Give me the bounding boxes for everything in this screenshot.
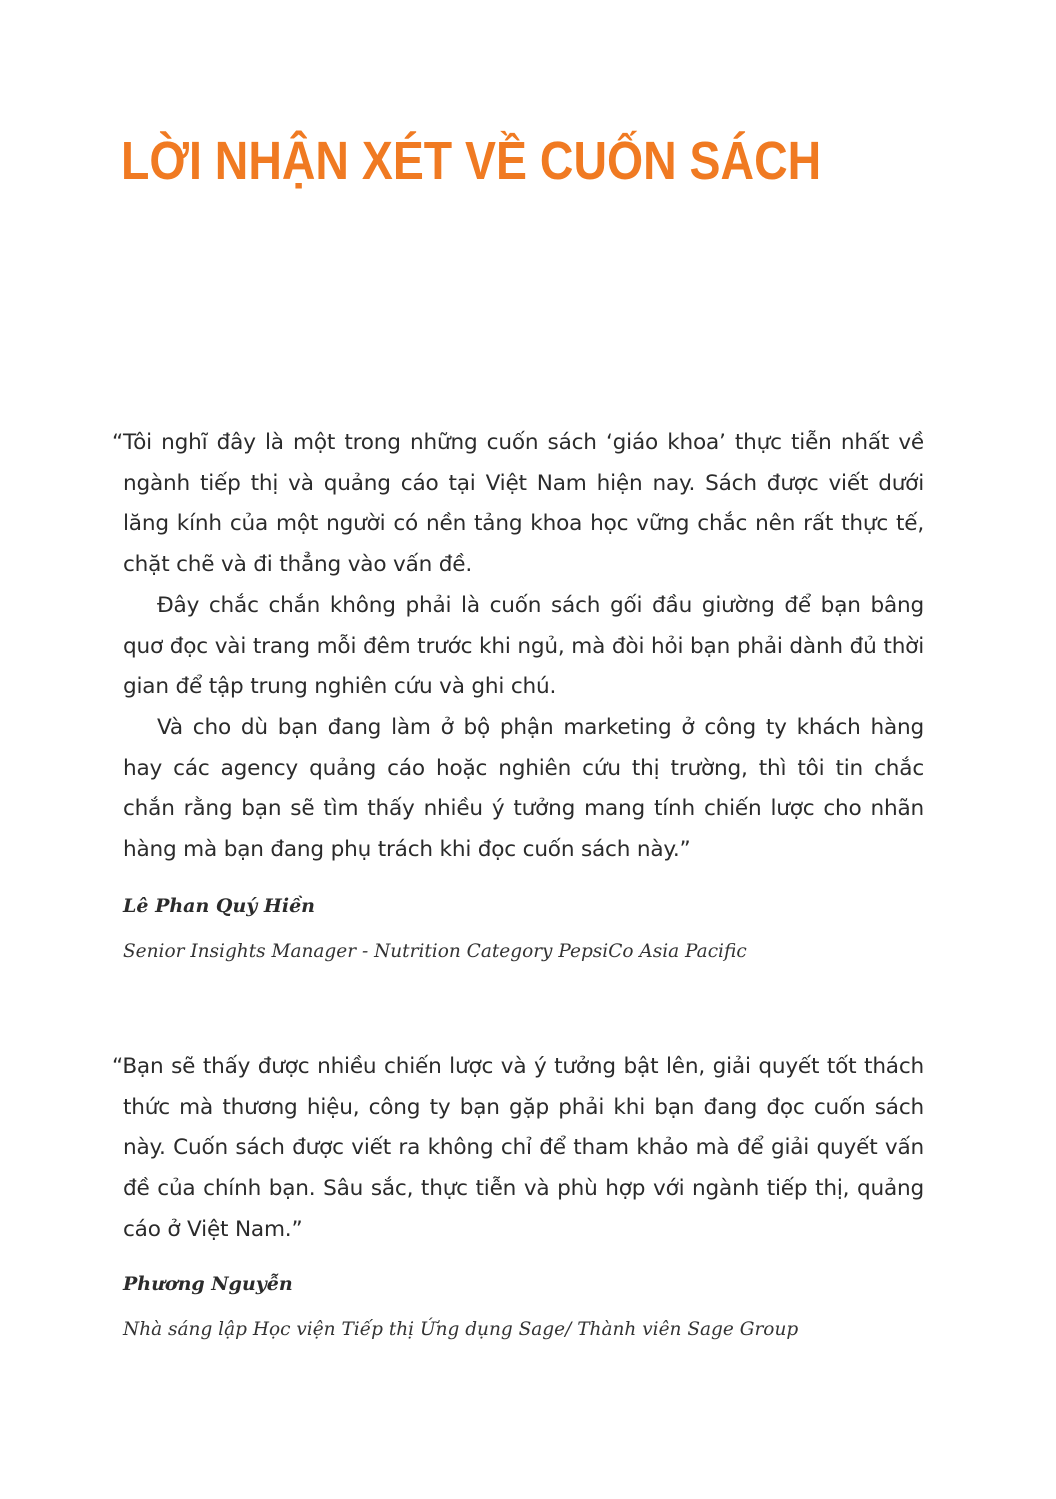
testimonial-author-role: Nhà sáng lập Học viện Tiếp thị Ứng dụng Sage/ Thành viên Sage Group	[123, 1319, 799, 1340]
testimonial-author: Phương Nguyễn	[123, 1273, 293, 1295]
quote-paragraph: “Bạn sẽ thấy được nhiều chiến lược và ý tưởng bật lên, giải quyết tốt thách thức mà thương hiệu, công ty bạn gặp phải khi bạn đang đọc cuốn sách này. Cuốn sách được viết ra không chỉ để tham khảo mà để giải quyết vấn đề của chính bạn. Sâu sắc, thực tiễn và phù hợp với ngành tiếp thị, quảng cáo ở Việt Nam.”	[112, 1054, 924, 1242]
testimonial-quote	[112, 423, 924, 871]
testimonial-quote	[112, 1047, 924, 1251]
page-title: LỜI NHẬN XÉT VỀ CUỐN SÁCH	[121, 131, 822, 191]
quote-paragraph: Đây chắc chắn không phải là cuốn sách gối đầu giường để bạn bâng quơ đọc vài trang mỗi đêm trước khi ngủ, mà đòi hỏi bạn phải dành đủ thời gian để tập trung nghiên cứu và ghi chú.	[123, 592, 924, 700]
testimonial-author: Lê Phan Quý Hiền	[123, 895, 315, 917]
quote-paragraph: Và cho dù bạn đang làm ở bộ phận marketing ở công ty khách hàng hay các agency quảng cáo hoặc nghiên cứu thị trường, thì tôi tin chắc chắn rằng bạn sẽ tìm thấy nhiều ý tưởng mang tính chiến lược cho nhãn hàng mà bạn đang phụ trách khi đọc cuốn sách này.”	[123, 714, 924, 863]
quote-paragraph: “Tôi nghĩ đây là một trong những cuốn sách ‘giáo khoa’ thực tiễn nhất về ngành tiếp thị và quảng cáo tại Việt Nam hiện nay. Sách được viết dưới lăng kính của một người có nền tảng khoa học vững chắc nên rất thực tế, chặt chẽ và đi thẳng vào vấn đề.	[112, 430, 924, 578]
testimonial-author-role: Senior Insights Manager - Nutrition Category PepsiCo Asia Pacific	[123, 941, 747, 962]
